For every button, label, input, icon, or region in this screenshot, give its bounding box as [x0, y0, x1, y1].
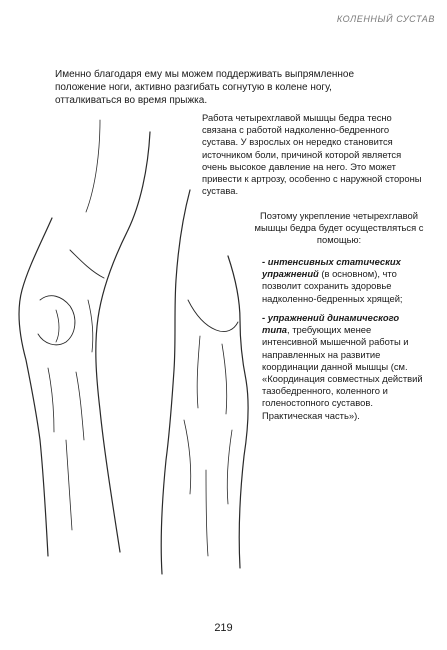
running-header: КОЛЕННЫЙ СУСТАВ [336, 14, 435, 24]
list-item-text: (в основном), что позволит сохранить здоровье надколенно-бедренных хрящей; [262, 268, 403, 304]
paragraph-quadriceps-joint: Работа четырехглавой мышцы бедра тесно связана с работой надколенно-бедренного сустава. У взрослых он нередко становится источником боли, причиной которой является очень высокое давление на него. Это может привести к артрозу, особенно с наружной стороны сустава. [202, 112, 422, 197]
list-item-lead: - интенсивных статических упражнений [262, 256, 401, 280]
right-leg-drawing [161, 190, 248, 574]
paragraph-strengthening-intro: Поэтому укрепление четырехглавой мышцы бедра будет осуществляться с помощью: [254, 210, 424, 246]
left-leg-drawing [19, 120, 150, 556]
list-item-lead: - упражнений динамического типа [262, 312, 400, 336]
page-number: 219 [214, 622, 233, 634]
list-item [262, 256, 424, 305]
list-item-text: , требующих менее интенсивной мышечной работы и направленных на развитие координации данной мышцы (см. «Координация совместных действий тазобедренного, коленного и голеностопного суставов. Практическая часть»). [262, 324, 423, 421]
intro-paragraph: Именно благодаря ему мы можем поддерживать выпрямленное положение ноги, активно разгибать согнутую в колене ногу, отталкиваться во время прыжка. [55, 69, 355, 106]
list-item [262, 312, 424, 422]
